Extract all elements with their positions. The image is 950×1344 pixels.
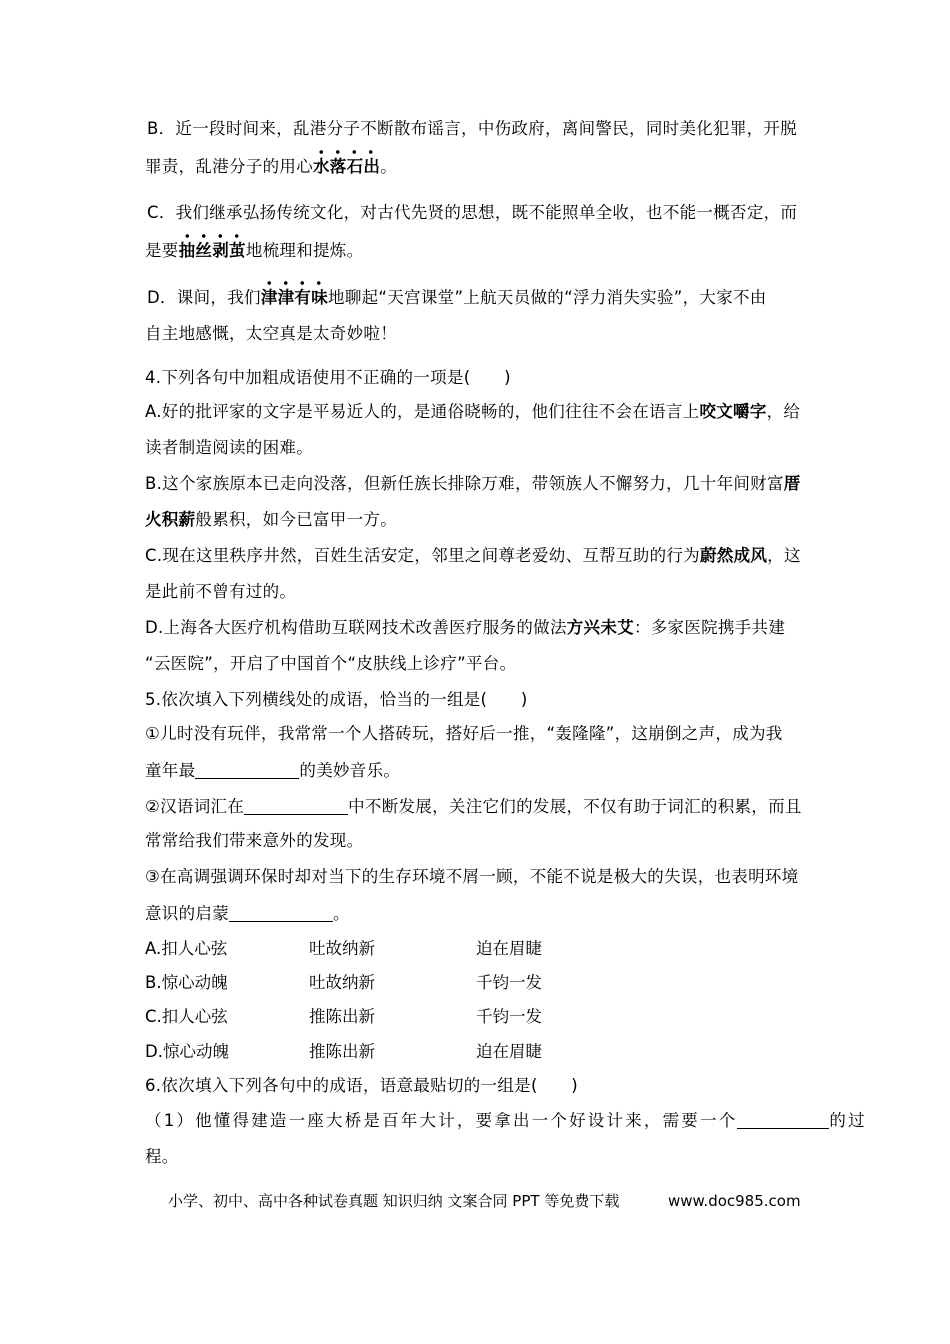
text: 的美妙音乐。	[299, 761, 401, 780]
q3-option-c-line1: C．我们继承弘扬传统文化，对古代先贤的思想，既不能照单全收，也不能一概否定，而	[147, 203, 798, 222]
text: B.这个家族原本已走向没落，但新任族长排除万难，带领族人不懈努力，几十年间财富	[145, 474, 784, 493]
bold-idiom: 厝	[783, 474, 801, 493]
text: ，这	[767, 546, 801, 565]
page-footer	[168, 1190, 801, 1212]
text: 意识的启蒙	[145, 904, 229, 923]
q5-option-a-label: A.扣人心弦	[145, 939, 228, 958]
dotted-idiom: 水落石出	[313, 149, 380, 176]
q4-option-c-line2: 是此前不曾有过的。	[145, 582, 297, 601]
q4-option-b-line1	[145, 473, 801, 495]
q4-option-d-line2: “云医院”，开启了中国首个“皮肤线上诊疗”平台。	[145, 654, 517, 673]
q5-option-a-word2: 吐故纳新	[309, 939, 375, 958]
q5-option-d-word2: 推陈出新	[309, 1042, 375, 1061]
text: C.现在这里秩序井然，百姓生活安定，邻里之间尊老爱幼、互帮互助的行为	[145, 546, 700, 565]
q4-option-b-line2	[145, 509, 397, 531]
q4-stem: 4.下列各句中加粗成语使用不正确的一项是( )	[145, 368, 511, 387]
q5-option-c-label: C.扣人心弦	[145, 1007, 228, 1026]
text: ，给	[766, 402, 801, 421]
bold-idiom: 咬文嚼字	[699, 402, 767, 421]
fill-blank	[244, 798, 348, 815]
q5-sentence3-line1: ③在高调强调环保时却对当下的生存环境不屑一顾，不能不说是极大的失误，也表明环境	[145, 867, 799, 886]
q5-sentence2-line2: 常常给我们带来意外的发现。	[145, 831, 364, 850]
bold-idiom: 蔚然成风	[699, 546, 768, 565]
q5-stem: 5.依次填入下列横线处的成语，恰当的一组是( )	[145, 690, 528, 709]
text: 。	[380, 157, 398, 176]
footer-text: 小学、初中、高中各种试卷真题 知识归纳 文案合同 PPT 等免费下载	[168, 1192, 620, 1210]
q3-option-d-line2: 自主地感慨，太空真是太奇妙啦！	[145, 324, 397, 343]
q4-option-d-line1	[145, 617, 785, 639]
q5-option-c-word2: 推陈出新	[309, 1007, 375, 1026]
text: 。	[333, 904, 350, 923]
text: 童年最	[145, 761, 196, 780]
q4-option-a-line1	[145, 401, 800, 423]
q5-option-c-word3: 千钧一发	[476, 1007, 542, 1026]
q5-sentence1-line2	[145, 760, 400, 782]
q5-sentence2-line1	[145, 796, 802, 818]
q4-option-c-line1	[145, 545, 801, 567]
text: A.好的批评家的文字是平易近人的，是通俗晓畅的，他们往往不会在语言上	[145, 402, 700, 421]
text: ②汉语词汇在	[145, 797, 245, 816]
text: 般累积，如今已富甲一方。	[195, 510, 398, 529]
text: 的过	[829, 1111, 867, 1130]
text: D．课间，我们	[147, 288, 261, 307]
text: D.上海各大医疗机构借助互联网技术改善医疗服务的做法	[145, 618, 567, 637]
fill-blank	[195, 762, 299, 779]
text: 地梳理和提炼。	[245, 241, 364, 260]
q3-option-d-line1	[147, 287, 767, 309]
text: 罪责，乱港分子的用心	[145, 157, 313, 176]
q5-option-a-word3: 迫在眉睫	[476, 939, 542, 958]
q6-sentence1-line2: 程。	[145, 1147, 179, 1166]
text: 中不断发展，关注它们的发展，不仅有助于词汇的积累，而且	[348, 797, 802, 816]
q4-option-a-line2: 读者制造阅读的困难。	[145, 438, 313, 457]
fill-blank	[229, 905, 333, 922]
q3-option-b-line2	[145, 156, 397, 178]
q5-sentence3-line2	[145, 903, 350, 925]
text: 地聊起“天宫课堂”上航天员做的“浮力消失实验”，大家不由	[328, 288, 767, 307]
q5-option-b-label: B.惊心动魄	[145, 973, 228, 992]
bold-idiom: 火积薪	[145, 510, 196, 529]
text: 是要	[145, 241, 179, 260]
q6-stem: 6.依次填入下列各句中的成语，语意最贴切的一组是( )	[145, 1076, 579, 1095]
q5-sentence1-line1: ①儿时没有玩伴，我常常一个人搭砖玩，搭好后一推，“轰隆隆”，这崩倒之声，成为我	[145, 724, 783, 743]
q5-option-d-word3: 迫在眉睫	[476, 1042, 542, 1061]
q5-option-b-word2: 吐故纳新	[309, 973, 375, 992]
q5-option-d-label: D.惊心动魄	[145, 1042, 229, 1061]
bold-idiom: 方兴未艾	[566, 618, 634, 637]
text: ：多家医院携手共建	[633, 618, 786, 637]
q3-option-c-line2	[145, 240, 363, 262]
q6-sentence1-line1	[145, 1110, 867, 1132]
q5-option-b-word3: 千钧一发	[476, 973, 542, 992]
text: （1）他懂得建造一座大桥是百年大计，要拿出一个好设计来，需要一个	[145, 1111, 738, 1130]
dotted-idiom: 津津有味	[261, 280, 328, 307]
dotted-idiom: 抽丝剥茧	[179, 233, 246, 260]
q3-option-b-line1: B．近一段时间来，乱港分子不断散布谣言，中伤政府，离间警民，同时美化犯罪，开脱	[147, 119, 798, 138]
footer-url: www.doc985.com	[668, 1192, 801, 1210]
fill-blank	[737, 1112, 829, 1129]
